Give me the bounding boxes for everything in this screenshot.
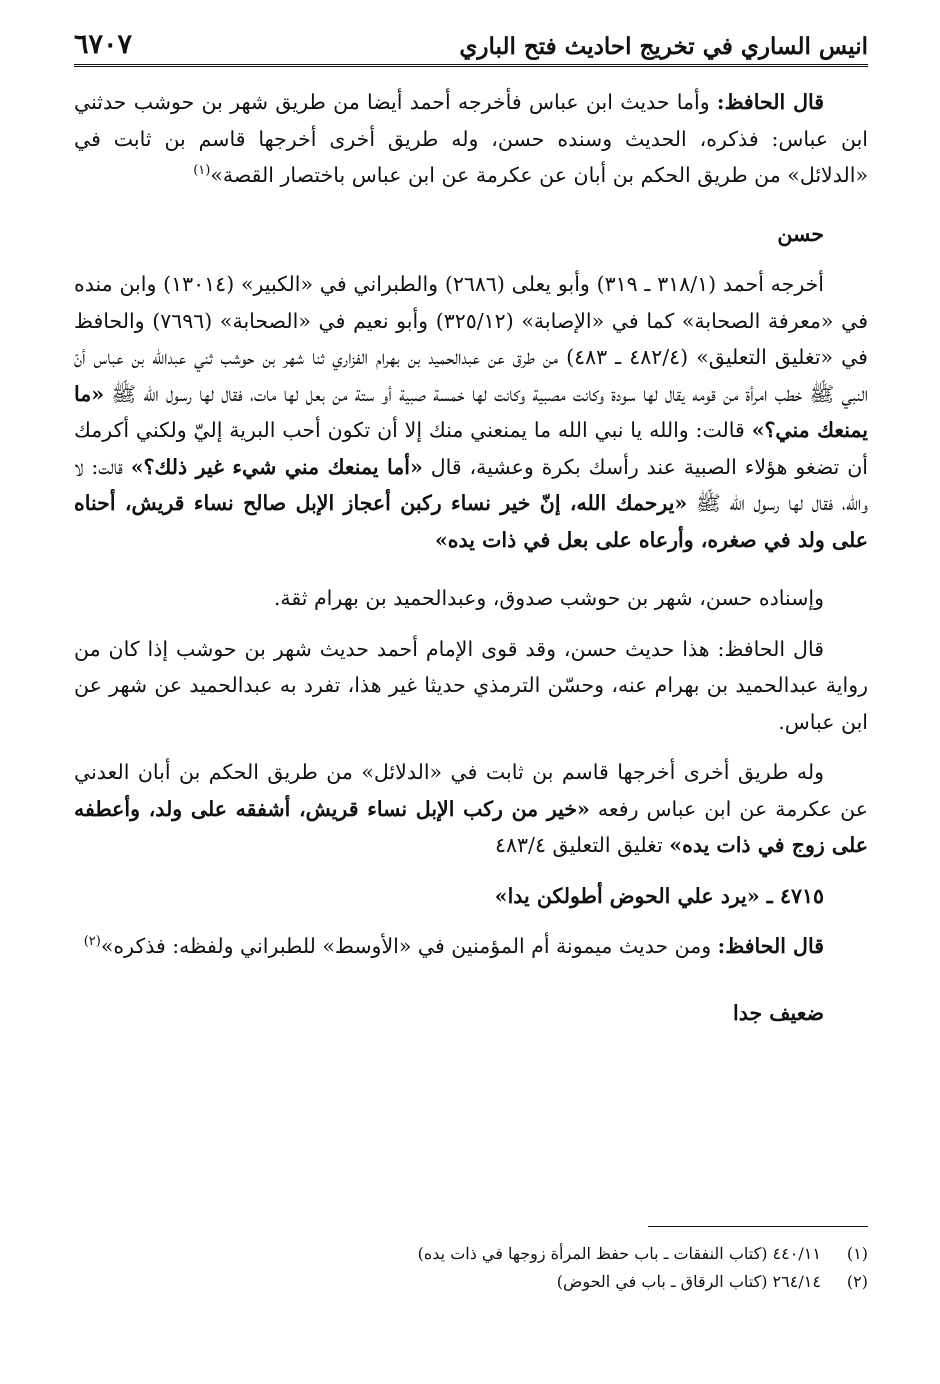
page-body [74,84,868,1031]
paragraph-hafiz-maymuna [74,928,868,965]
hadith-quote: «ما يمنعك مني؟» [74,381,868,442]
hadith-heading: ٤٧١٥ ـ «يرد علي الحوض أطولكن يدا» [494,883,824,908]
grade-hasan: حسن [777,221,824,246]
paragraph-hafiz-comment: قال الحافظ: هذا حديث حسن، وقد قوى الإمام أحمد حديث شهر بن حوشب إذا كان من رواية عبدالحميد بن بهرام عنه، وحسّن الترمذي حديثا غير هذا، تفرد به عبدالحميد عن شهر عن ابن عباس. [74,636,868,734]
paragraph-text: تغليق التعليق ٤٨٣/٤ [495,833,670,857]
paragraph-isnad: وإسناده حسن، شهر بن حوشب صدوق، وعبدالحميد بن بهرام ثقة. [273,586,824,610]
paragraph-text: وله طريق أخرى أخرجها قاسم بن ثابت في «الدلائل» من طريق الحكم بن أبان العدني عن عكرمة عن ابن عباس رفعه [74,760,868,821]
footnote-number: (١) [846,1244,868,1263]
footnote-number: (٢) [846,1272,868,1291]
paragraph-text: أخرجه أحمد (٣١٨/١ ـ ٣١٩) وأبو يعلى (٢٦٨٦) والطبراني في «الكبير» (١٣٠١٤) وابن منده في «معرفة الصحابة» كما في «الإصابة» (٣٢٥/١٢) وأبو نعيم في «الصحابة» (٧٦٩٦) والحافظ في «تغليق التعليق» (٤٨٢/٤ ـ ٤٨٣) من طرق عن عبدالحميد بن بهرام الفزاري ثنا شهر بن حوشب ثني عبدالله بن عباس أنّ النبي ﷺ خطب امرأة من قومه يقال لها سودة وكانت مصبية وكانت لها خمسة صبية أو ستة من بعل لها مات، فقال لها رسول الله ﷺ [74,272,868,406]
hafiz-label: قال الحافظ: [717,934,824,958]
hadith-quote: «يرحمك الله، إنّ خير نساء ركبن أعجاز الإبل صالح نساء قريش، أحناه على ولد في صغره، وأرعاه على بعل في ذات يده» [74,491,868,552]
hadith-quote: «خير من ركب الإبل نساء قريش، أشفقه على ولد، وأعطفه على زوج في ذات يده» [74,796,868,857]
paragraph-text: وأما حديث ابن عباس فأخرجه أحمد أيضا من طريق شهر بن حوشب حدثني ابن عباس: فذكره، الحديث وسنده حسن، وله طريق أخرى أخرجها قاسم بن ثابت في «الدلائل» من طريق الحكم بن أبان عن عكرمة عن ابن عباس باختصار القصة» [74,90,868,187]
footnote-item [74,1240,868,1268]
paragraph-text: قالت: لا والله، فقال لها رسول الله ﷺ [74,454,869,515]
footnote-item [74,1268,868,1296]
paragraph-text: ومن حديث ميمونة أم المؤمنين في «الأوسط» للطبراني ولفظه: فذكره» [100,934,718,958]
footnotes [74,1240,868,1296]
grade-daif-jiddan: ضعيف جدا [733,1000,824,1025]
paragraph-other-route [74,754,868,864]
paragraph-hafiz-intro [74,84,868,194]
footnote-text: ٤٤٠/١١ (كتاب النفقات ـ باب حفظ المرأة زوجها في ذات يده) [417,1244,821,1263]
footnote-text: ٢٦٤/١٤ (كتاب الرقاق ـ باب في الحوض) [556,1272,821,1291]
hafiz-label: قال الحافظ: [716,90,825,114]
paragraph-text: قالت: والله يا نبي الله ما يمنعني منك إلا أن تكون أحب البرية إليّ ولكني أكرمك أن تضغو هؤلاء الصبية عند رأسك بكرة وعشية، قال [74,418,868,479]
footnote-ref-1: (١) [193,163,211,179]
page-header [74,26,868,67]
hadith-quote: «أما يمنعك مني شيء غير ذلك؟» [130,454,423,479]
paragraph-takhrij [74,266,868,558]
footnote-ref-2: (٢) [83,934,101,950]
running-title: انيس الساري في تخريج احاديث فتح الباري [459,33,868,60]
footnote-divider [648,1226,868,1227]
page-number: ٦٧٠٧ [74,29,133,60]
